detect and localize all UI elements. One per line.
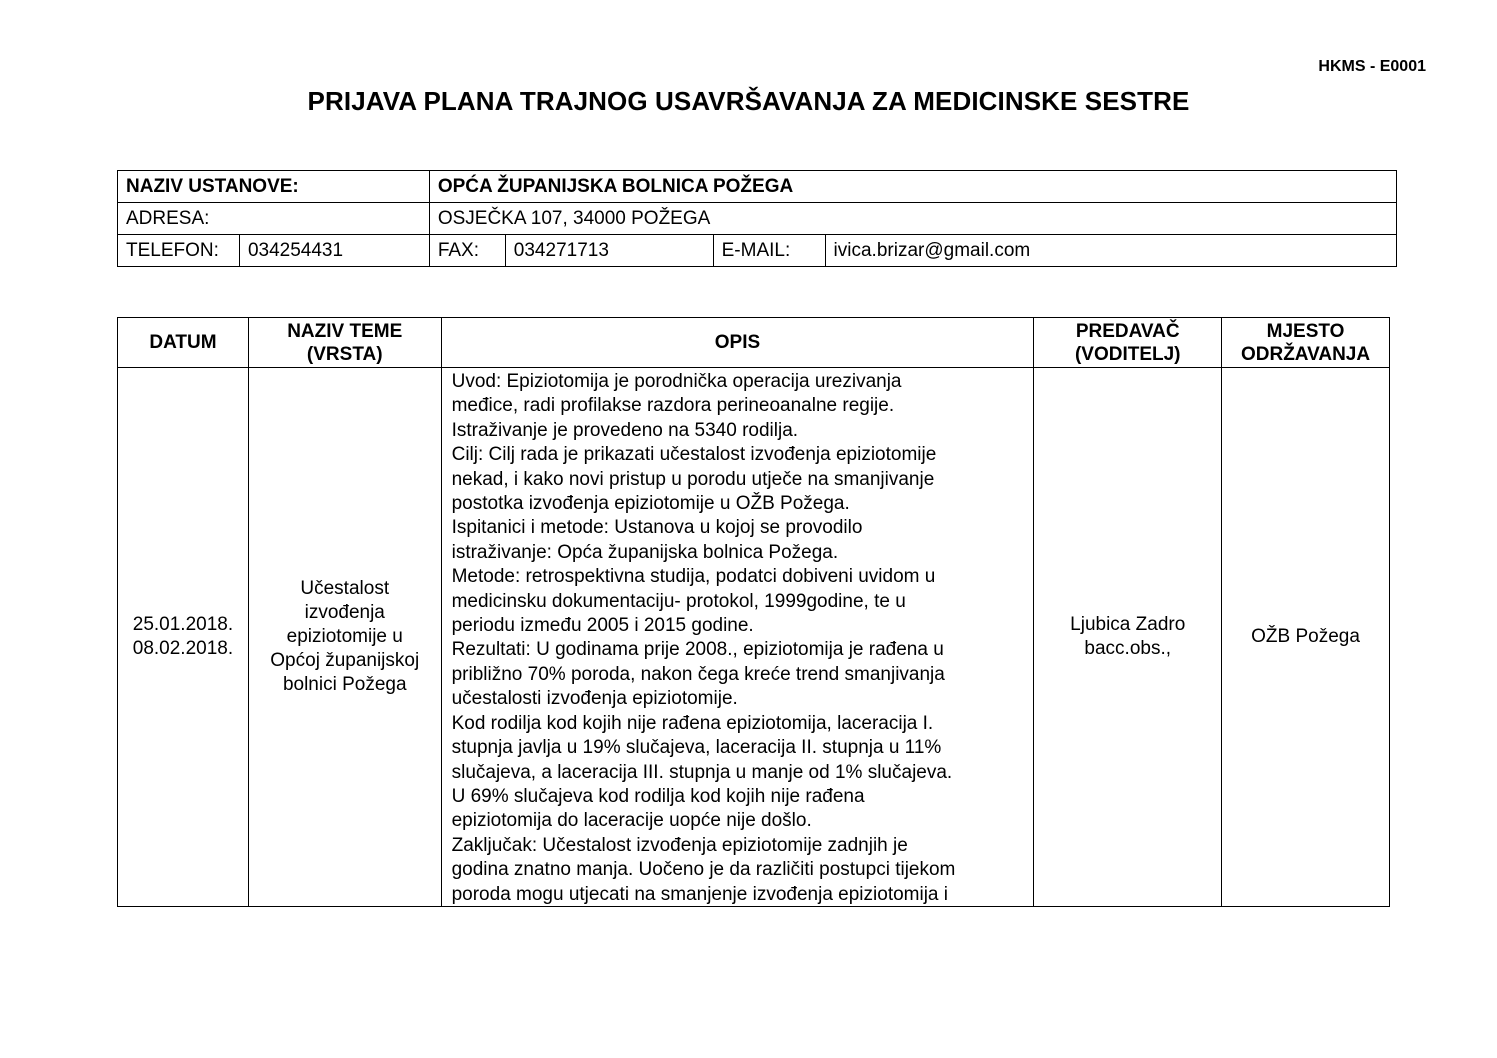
lecturer-name: Ljubica Zadro bbox=[1070, 614, 1186, 635]
fax-value: 034271713 bbox=[505, 235, 713, 267]
lecturer-title: bacc.obs., bbox=[1084, 638, 1172, 659]
institution-name-label: NAZIV USTANOVE: bbox=[118, 171, 430, 203]
form-code: HKMS - E0001 bbox=[1318, 58, 1426, 75]
address-value: OSJEČKA 107, 34000 POŽEGA bbox=[429, 203, 1396, 235]
date-cell bbox=[118, 368, 249, 907]
date-end: 08.02.2018. bbox=[132, 638, 234, 659]
date-start: 25.01.2018. bbox=[132, 614, 234, 635]
institution-address-row bbox=[118, 203, 1397, 235]
table-row bbox=[118, 368, 1390, 907]
description-text: Uvod: Epiziotomija je porodnička operacija urezivanja međice, radi profilakse razdora perineoanalne regije. Istraživanje je provedeno na 5340 rodilja. Cilj: Cilj rada je prikazati učestalost izvođenja epiziotomije nekad, i kako novi pristup u porodu utječe na smanjivanje postotka izvođenja epiziotomije u OŽB Požega. Ispitanici i metode: Ustanova u kojoj se provodilo istraživanje: Opća županijska bolnica Požega. Metode: retrospektivna studija, podatci dobiveni uvidom u medicinsku dokumentaciju- protokol, 1999godine, te u periodu između 2005 i 2015 godine. Rezultati: U godinama prije 2008., epiziotomija je rađena u približno 70% poroda, nakon čega kreće trend smanjivanja učestalosti izvođenja epiziotomije. Kod rodilja kod kojih nije rađena epiziotomija, laceracija I. stupnja javlja u 19% slučajeva, laceracija II. stupnja u 11% slučajeva, a laceracija III. stupnja u manje od 1% slučajeva. U 69% slučajeva kod rodilja kod kojih nije rađena epiziotomija do laceracije uopće nije došlo. Zaključak: Učestalost izvođenja epiziotomije zadnjih je godina znatno manja. Uočeno je da različiti postupci tijekom poroda mogu utjecati na smanjenje izvođenja epiziotomija i bbox=[451, 371, 956, 905]
email-label: E-MAIL: bbox=[713, 235, 825, 267]
header-mjesto: MJESTO ODRŽAVANJA bbox=[1222, 318, 1390, 368]
location-value: OŽB Požega bbox=[1251, 626, 1360, 647]
address-label: ADRESA: bbox=[118, 203, 430, 235]
phone-label: TELEFON: bbox=[118, 235, 240, 267]
lecturer-cell bbox=[1034, 368, 1222, 907]
topic-cell: Učestalost izvođenja epiziotomije u Općoj županijskoj bolnici Požega bbox=[248, 368, 441, 907]
page-title: PRIJAVA PLANA TRAJNOG USAVRŠAVANJA ZA MEDICINSKE SESTRE bbox=[307, 86, 1190, 116]
header-predavac: PREDAVAČ (VODITELJ) bbox=[1034, 318, 1222, 368]
header-datum: DATUM bbox=[118, 318, 249, 368]
location-cell bbox=[1222, 368, 1390, 907]
email-value: ivica.brizar@gmail.com bbox=[825, 235, 1396, 267]
education-plan-table bbox=[117, 317, 1390, 907]
description-cell bbox=[441, 368, 1034, 907]
institution-name-value: OPĆA ŽUPANIJSKA BOLNICA POŽEGA bbox=[429, 171, 1396, 203]
phone-value: 034254431 bbox=[239, 235, 429, 267]
table-header-row bbox=[118, 318, 1390, 368]
fax-label: FAX: bbox=[429, 235, 505, 267]
institution-contact-row bbox=[118, 235, 1397, 267]
header-opis: OPIS bbox=[441, 318, 1034, 368]
header-naziv-teme: NAZIV TEME (VRSTA) bbox=[248, 318, 441, 368]
institution-name-row bbox=[118, 171, 1397, 203]
institution-info-table bbox=[117, 170, 1397, 267]
